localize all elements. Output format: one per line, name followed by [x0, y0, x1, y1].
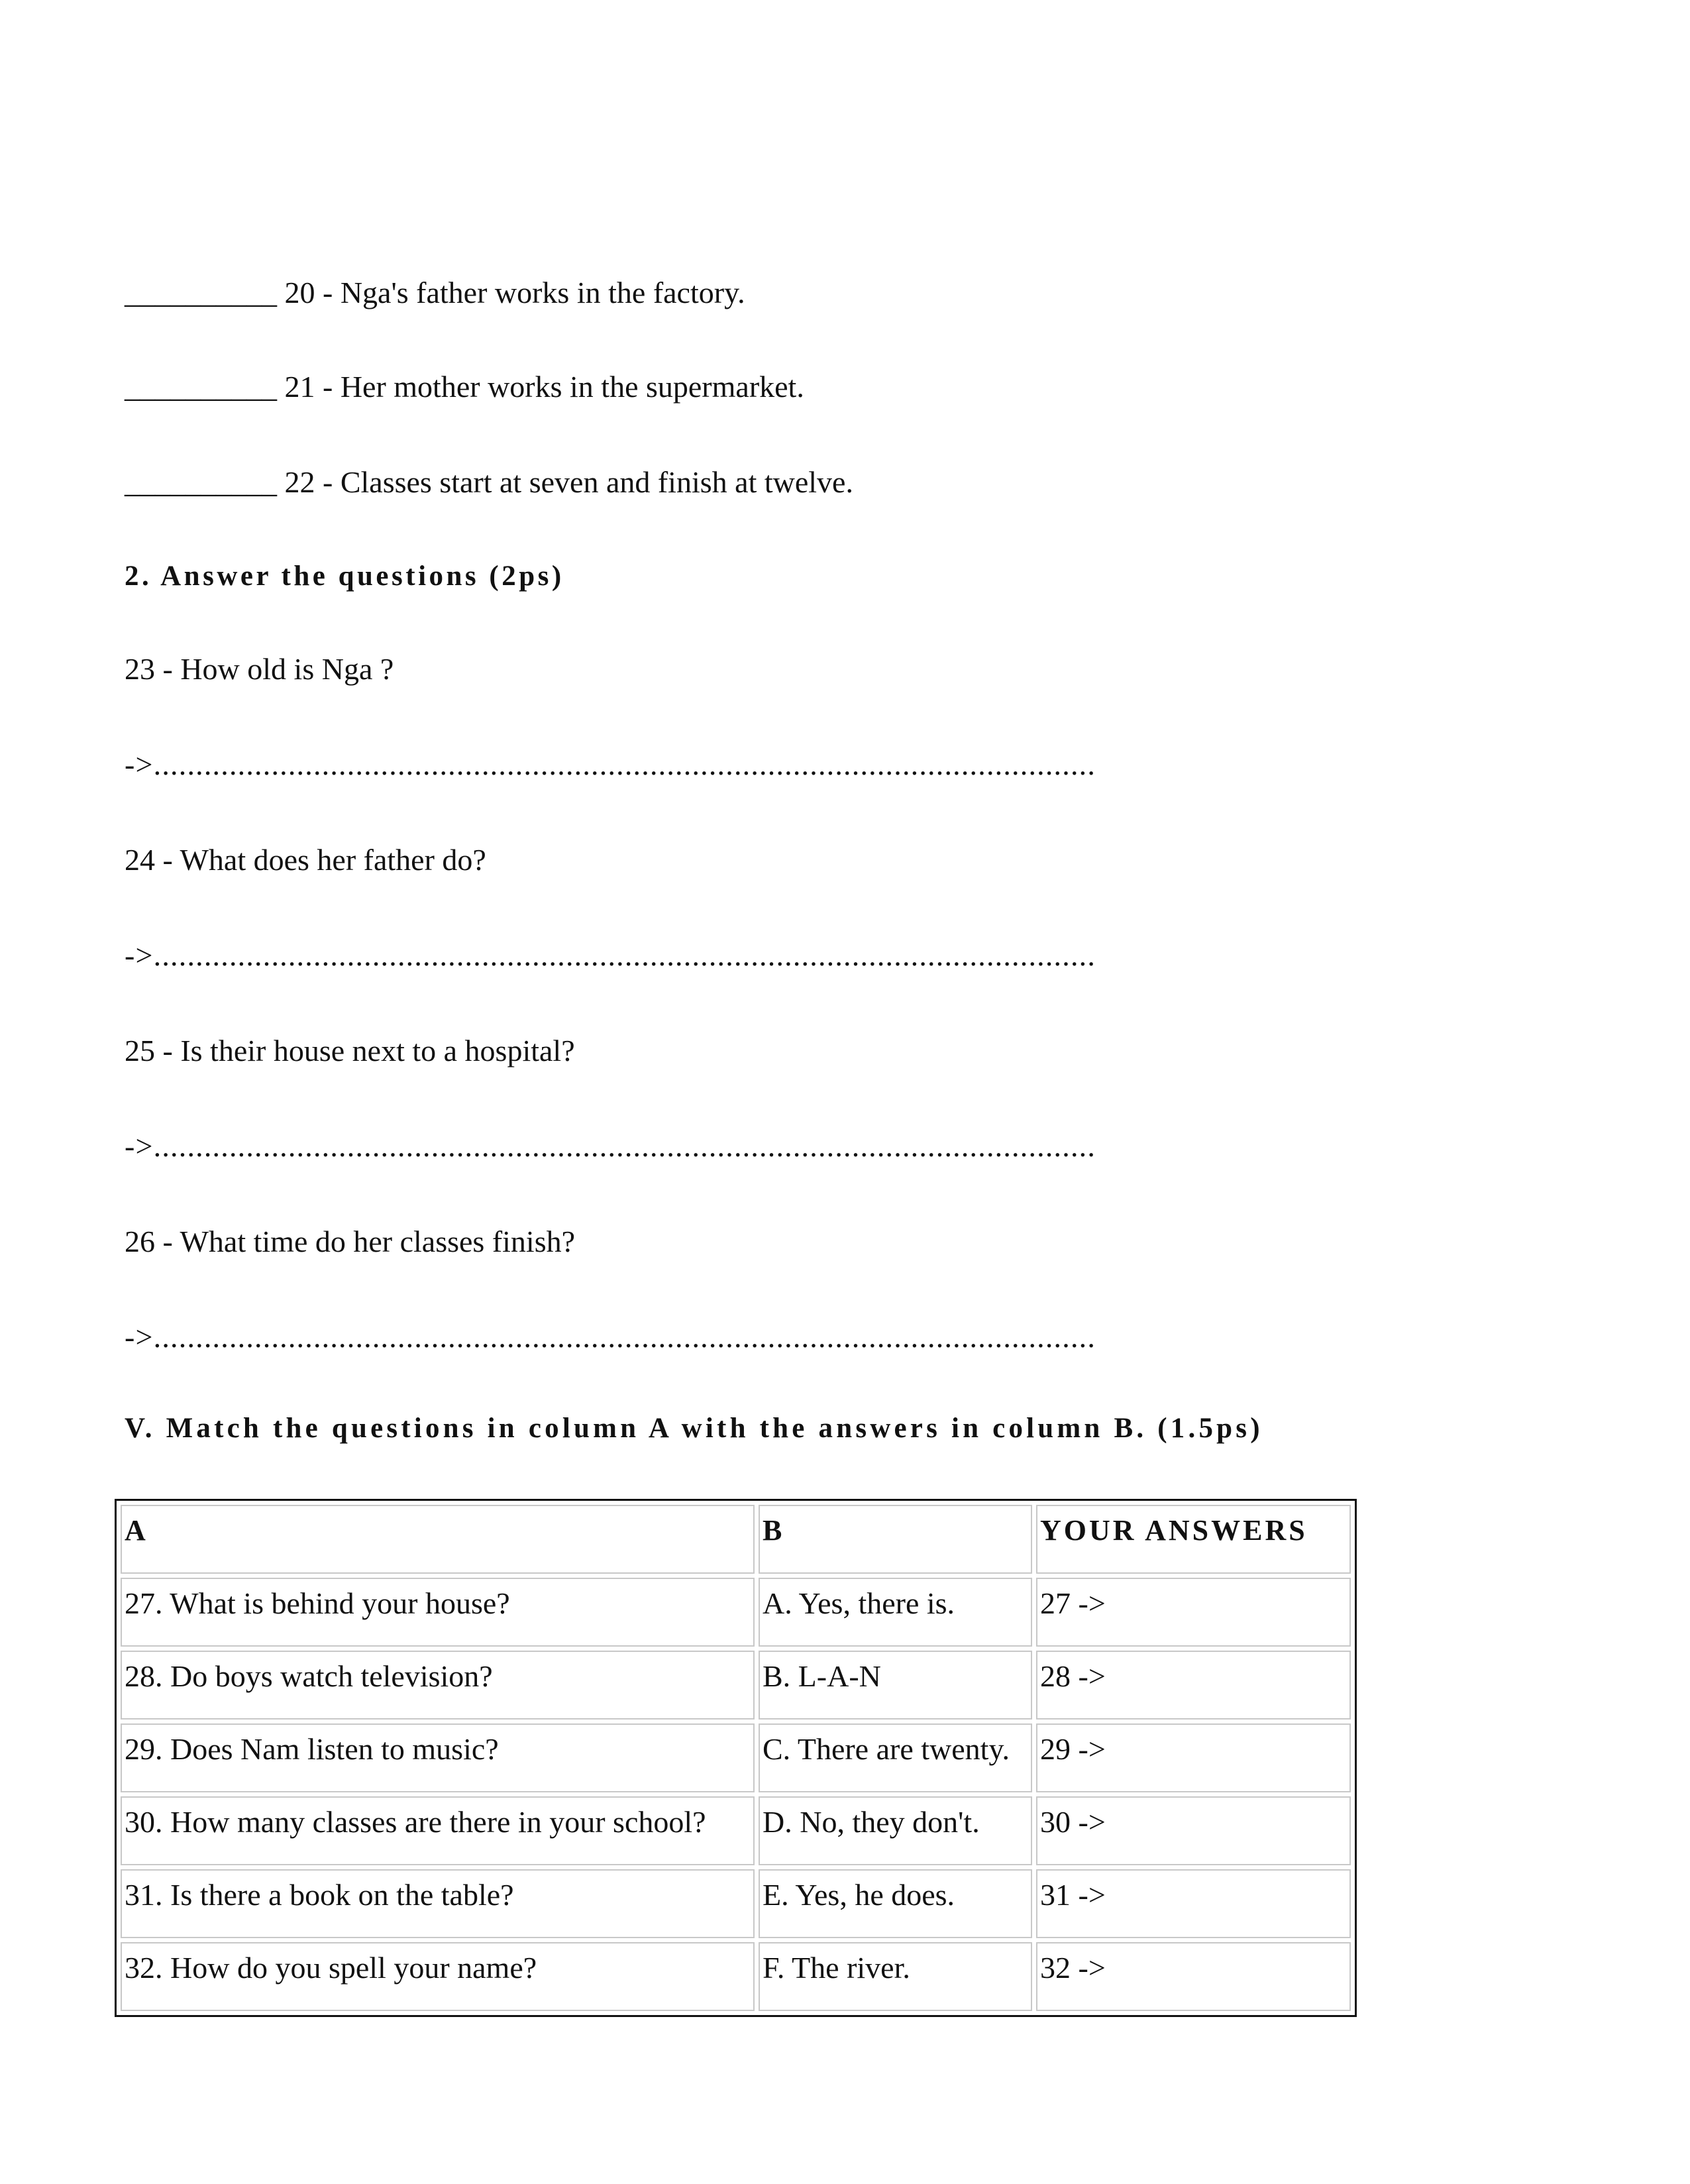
- statement-22: [125, 464, 853, 501]
- answer-blank[interactable]: __________: [125, 465, 277, 499]
- table-row: [121, 1942, 1351, 2011]
- question-23: 23 - How old is Nga ?: [125, 652, 394, 686]
- question-cell: 29. Does Nam listen to music?: [121, 1723, 755, 1792]
- statement-text: 21 - Her mother works in the supermarket.: [284, 370, 804, 404]
- statement-20: [125, 274, 745, 311]
- answer-option-cell: C. There are twenty.: [759, 1723, 1032, 1792]
- table-header-row: [121, 1505, 1351, 1574]
- answer-blank[interactable]: __________: [125, 276, 277, 309]
- statement-text: 20 - Nga's father works in the factory.: [284, 276, 745, 309]
- your-answer-cell[interactable]: 28 ->: [1036, 1651, 1351, 1720]
- table-row: [121, 1723, 1351, 1792]
- your-answers-header: YOUR ANSWERS: [1036, 1505, 1351, 1574]
- answer-option-cell: E. Yes, he does.: [759, 1869, 1032, 1938]
- question-cell: 31. Is there a book on the table?: [121, 1869, 755, 1938]
- column-b-header: B: [759, 1505, 1032, 1574]
- answer-option-cell: A. Yes, there is.: [759, 1578, 1032, 1647]
- section-2-heading: 2. Answer the questions (2ps): [125, 561, 564, 592]
- question-cell: 27. What is behind your house?: [121, 1578, 755, 1647]
- your-answer-cell[interactable]: 29 ->: [1036, 1723, 1351, 1792]
- statement-21: [125, 368, 804, 406]
- answer-blank[interactable]: __________: [125, 370, 277, 404]
- question-26: 26 - What time do her classes finish?: [125, 1225, 576, 1258]
- question-25: 25 - Is their house next to a hospital?: [125, 1034, 575, 1067]
- answer-option-cell: D. No, they don't.: [759, 1796, 1032, 1865]
- your-answer-cell[interactable]: 31 ->: [1036, 1869, 1351, 1938]
- answer-line-25[interactable]: ->................................................................................................................: [125, 1129, 1096, 1163]
- table-row: [121, 1869, 1351, 1938]
- answer-line-24[interactable]: ->................................................................................................................: [125, 938, 1096, 972]
- statement-text: 22 - Classes start at seven and finish at twelve.: [284, 465, 853, 499]
- question-cell: 30. How many classes are there in your school?: [121, 1796, 755, 1865]
- table-row: [121, 1651, 1351, 1720]
- section-5-heading: V. Match the questions in column A with the answers in column B. (1.5ps): [125, 1413, 1263, 1444]
- your-answer-cell[interactable]: 30 ->: [1036, 1796, 1351, 1865]
- column-a-header: A: [121, 1505, 755, 1574]
- answer-line-26[interactable]: ->................................................................................................................: [125, 1320, 1096, 1354]
- question-cell: 28. Do boys watch television?: [121, 1651, 755, 1720]
- answer-option-cell: F. The river.: [759, 1942, 1032, 2011]
- table-row: [121, 1796, 1351, 1865]
- answer-option-cell: B. L-A-N: [759, 1651, 1032, 1720]
- table-row: [121, 1578, 1351, 1647]
- your-answer-cell[interactable]: 27 ->: [1036, 1578, 1351, 1647]
- matching-table: [115, 1499, 1357, 2017]
- your-answer-cell[interactable]: 32 ->: [1036, 1942, 1351, 2011]
- answer-line-23[interactable]: ->................................................................................................................: [125, 747, 1096, 781]
- question-24: 24 - What does her father do?: [125, 843, 486, 877]
- question-cell: 32. How do you spell your name?: [121, 1942, 755, 2011]
